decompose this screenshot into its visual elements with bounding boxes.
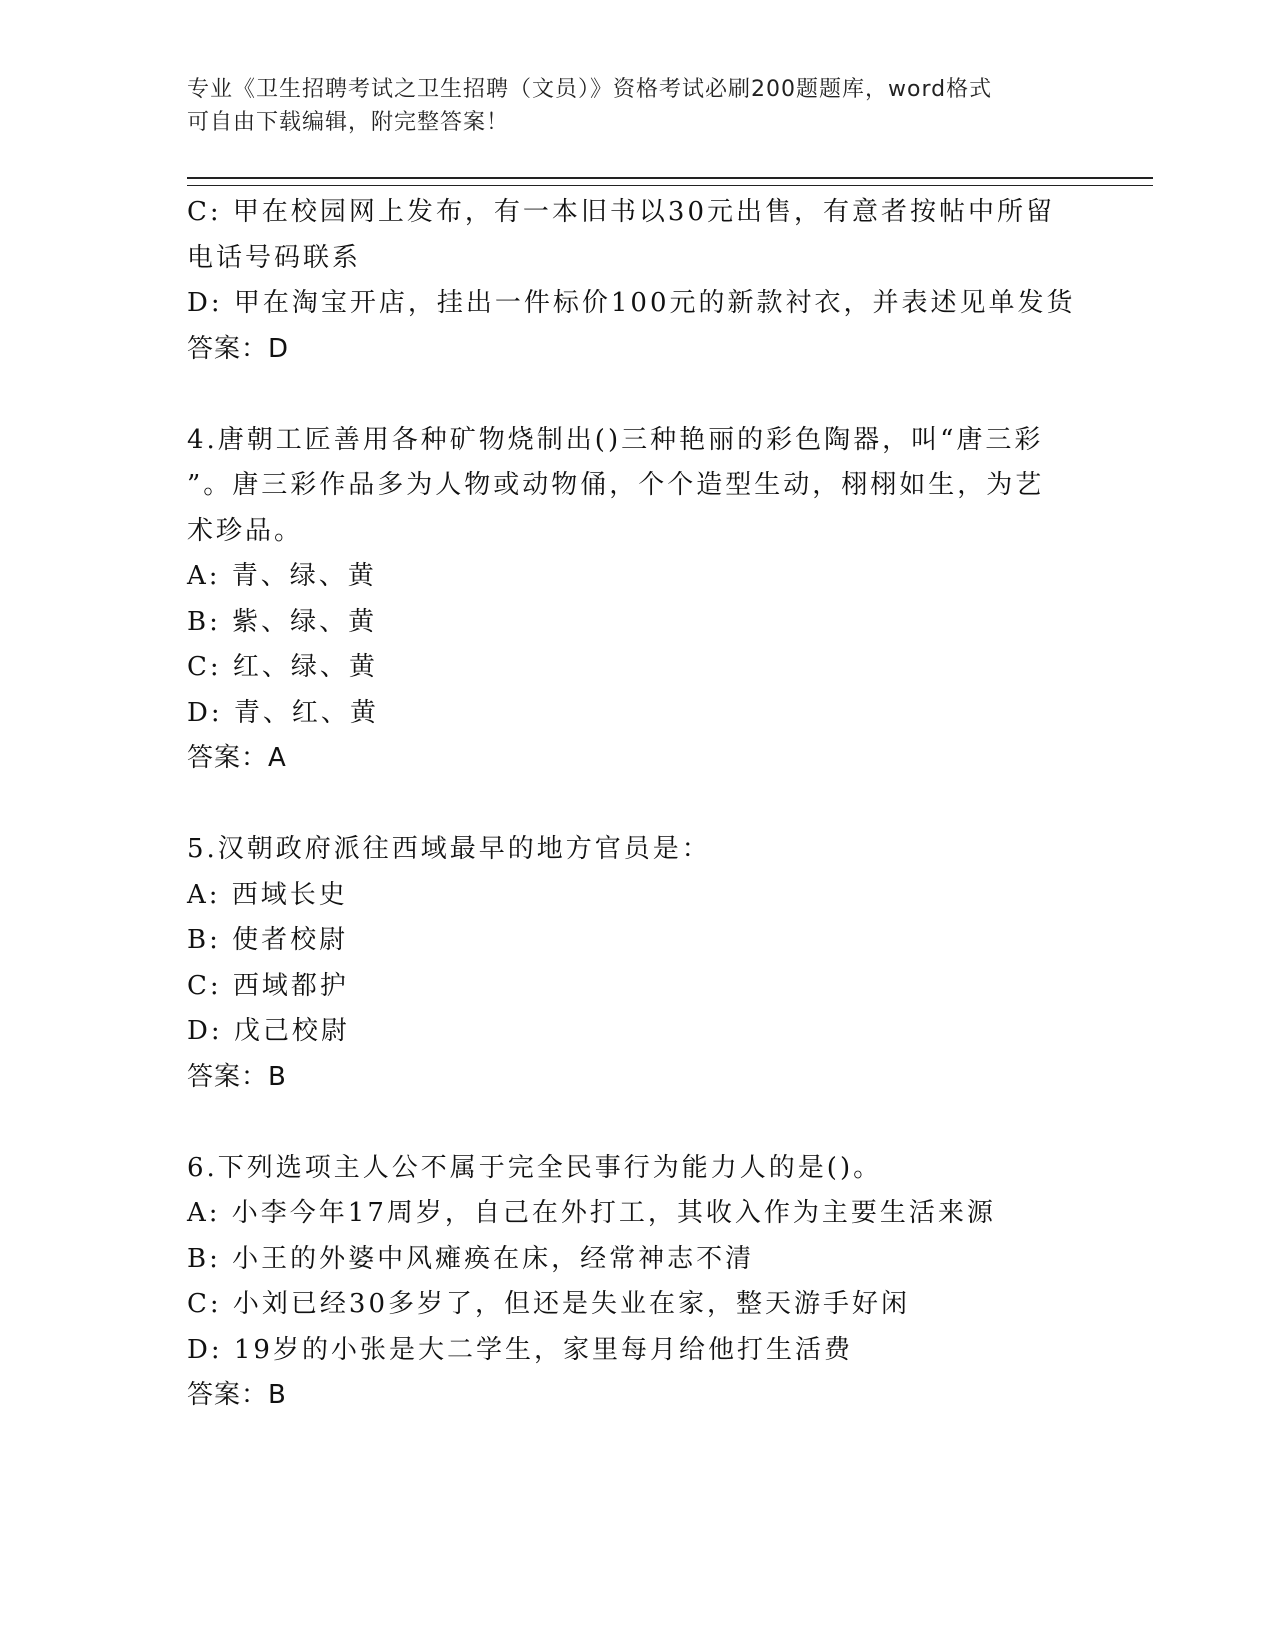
- option-c: C: 甲在校园网上发布，有一本旧书以30元出售，有意者按帖中所留: [187, 197, 1056, 227]
- spacer: [187, 1100, 1087, 1146]
- question-4: [187, 418, 1087, 782]
- option-a: A: 西域长史: [187, 879, 348, 910]
- document-header: [187, 73, 1087, 139]
- option-a: A: 青、绿、黄: [187, 561, 377, 591]
- question-stem: 5.汉朝政府派往西域最早的地方官员是：: [187, 834, 711, 864]
- spacer: [187, 372, 1087, 418]
- header-divider: [187, 177, 1153, 186]
- spacer: [187, 782, 1087, 828]
- option-c: C: 小刘已经30多岁了，但还是失业在家，整天游手好闲: [187, 1289, 911, 1319]
- header-title-line-2: 可自由下载编辑，附完整答案！: [187, 110, 510, 135]
- question-stem: 6.下列选项主人公不属于完全民事行为能力人的是()。: [187, 1152, 883, 1183]
- option-c-continued: 电话号码联系: [187, 242, 362, 273]
- option-a: A: 小李今年17周岁，自己在外打工，其收入作为主要生活来源: [187, 1198, 996, 1228]
- option-b: B: 小王的外婆中风瘫痪在床，经常神志不清: [187, 1243, 755, 1274]
- answer-line: 答案：A: [187, 743, 287, 773]
- continued-question: [187, 190, 1087, 372]
- option-d: D: 戊己校尉: [187, 1016, 350, 1046]
- question-5: [187, 827, 1087, 1100]
- option-c: C: 西域都护: [187, 970, 349, 1001]
- answer-line: 答案：B: [187, 1380, 287, 1410]
- question-stem: 4.唐朝工匠善用各种矿物烧制出()三种艳丽的彩色陶器，叫“唐三彩: [187, 424, 1044, 455]
- option-d: D: 19岁的小张是大二学生，家里每月给他打生活费: [187, 1334, 853, 1365]
- option-b: B: 使者校尉: [187, 925, 349, 955]
- answer-line: 答案：D: [187, 333, 290, 364]
- question-6: [187, 1146, 1087, 1419]
- question-content: [187, 190, 1087, 1419]
- option-b: B: 紫、绿、黄: [187, 606, 378, 637]
- answer-line: 答案：B: [187, 1061, 287, 1092]
- question-stem: 术珍品。: [187, 515, 304, 546]
- question-stem: ”。唐三彩作品多为人物或动物俑，个个造型生动，栩栩如生，为艺: [187, 470, 1045, 500]
- option-d: D: 甲在淘宝开店，挂出一件标价100元的新款衬衣，并表述见单发货: [187, 288, 1076, 318]
- header-title-line-1: 专业《卫生招聘考试之卫生招聘（文员）》资格考试必刷200题题库，word格式: [187, 77, 993, 102]
- option-c: C: 红、绿、黄: [187, 652, 378, 682]
- option-d: D: 青、红、黄: [187, 697, 379, 728]
